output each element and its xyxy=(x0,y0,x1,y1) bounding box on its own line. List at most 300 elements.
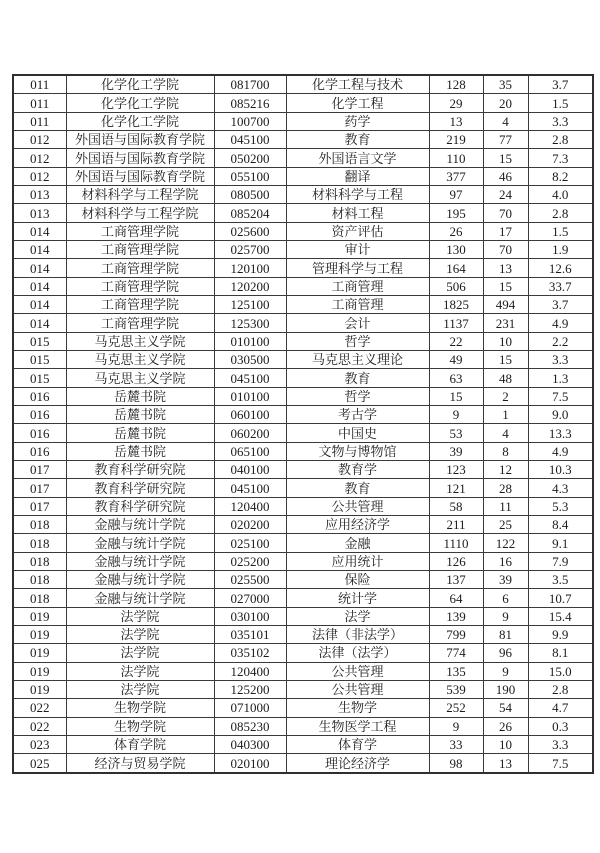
cell-college-name: 工商管理学院 xyxy=(66,222,214,240)
cell-college-name: 工商管理学院 xyxy=(66,314,214,332)
cell-count-primary: 126 xyxy=(429,552,483,570)
cell-major-name: 化学工程与技术 xyxy=(286,75,429,94)
cell-major-name: 法学 xyxy=(286,607,429,625)
table-row xyxy=(13,259,593,277)
cell-ratio: 7.5 xyxy=(528,387,593,405)
cell-college-name: 马克思主义学院 xyxy=(66,351,214,369)
cell-major-code: 080500 xyxy=(214,186,286,204)
cell-major-code: 100700 xyxy=(214,112,286,130)
cell-count-primary: 63 xyxy=(429,369,483,387)
cell-major-code: 025700 xyxy=(214,241,286,259)
cell-count-primary: 33 xyxy=(429,735,483,753)
cell-major-name: 材料科学与工程 xyxy=(286,186,429,204)
cell-college-name: 材料科学与工程学院 xyxy=(66,204,214,222)
cell-ratio: 10.7 xyxy=(528,589,593,607)
cell-count-primary: 195 xyxy=(429,204,483,222)
cell-major-name: 审计 xyxy=(286,241,429,259)
cell-college-code: 014 xyxy=(13,314,66,332)
cell-major-code: 025500 xyxy=(214,571,286,589)
cell-college-code: 011 xyxy=(13,94,66,112)
cell-major-name: 公共管理 xyxy=(286,680,429,698)
cell-major-code: 025100 xyxy=(214,534,286,552)
cell-college-name: 工商管理学院 xyxy=(66,296,214,314)
cell-major-code: 035102 xyxy=(214,644,286,662)
cell-count-secondary: 231 xyxy=(483,314,528,332)
cell-major-name: 工商管理 xyxy=(286,296,429,314)
cell-ratio: 15.4 xyxy=(528,607,593,625)
cell-major-name: 工商管理 xyxy=(286,277,429,295)
cell-ratio: 3.5 xyxy=(528,571,593,589)
cell-college-code: 019 xyxy=(13,607,66,625)
cell-major-code: 120200 xyxy=(214,277,286,295)
cell-college-name: 教育科学研究院 xyxy=(66,479,214,497)
cell-major-code: 055100 xyxy=(214,167,286,185)
cell-major-code: 085230 xyxy=(214,717,286,735)
cell-count-secondary: 190 xyxy=(483,680,528,698)
cell-ratio: 33.7 xyxy=(528,277,593,295)
cell-major-name: 哲学 xyxy=(286,332,429,350)
table-row xyxy=(13,112,593,130)
cell-major-name: 生物医学工程 xyxy=(286,717,429,735)
cell-ratio: 2.8 xyxy=(528,680,593,698)
cell-college-code: 011 xyxy=(13,112,66,130)
cell-college-name: 法学院 xyxy=(66,626,214,644)
cell-college-code: 017 xyxy=(13,497,66,515)
cell-major-code: 081700 xyxy=(214,75,286,94)
cell-college-code: 018 xyxy=(13,534,66,552)
cell-count-secondary: 35 xyxy=(483,75,528,94)
cell-count-primary: 799 xyxy=(429,626,483,644)
cell-college-code: 019 xyxy=(13,626,66,644)
cell-count-primary: 219 xyxy=(429,131,483,149)
cell-major-code: 050200 xyxy=(214,149,286,167)
cell-count-primary: 539 xyxy=(429,680,483,698)
cell-major-name: 中国史 xyxy=(286,424,429,442)
cell-count-primary: 135 xyxy=(429,662,483,680)
cell-college-code: 011 xyxy=(13,75,66,94)
cell-major-name: 保险 xyxy=(286,571,429,589)
cell-major-code: 120400 xyxy=(214,497,286,515)
cell-college-code: 016 xyxy=(13,424,66,442)
cell-major-name: 体育学 xyxy=(286,735,429,753)
table-row xyxy=(13,699,593,717)
cell-major-name: 教育 xyxy=(286,479,429,497)
table-row xyxy=(13,186,593,204)
table-row xyxy=(13,479,593,497)
cell-count-primary: 137 xyxy=(429,571,483,589)
cell-major-name: 金融 xyxy=(286,534,429,552)
cell-major-code: 125200 xyxy=(214,680,286,698)
cell-ratio: 3.3 xyxy=(528,112,593,130)
cell-ratio: 1.5 xyxy=(528,94,593,112)
table-row xyxy=(13,241,593,259)
cell-major-name: 翻译 xyxy=(286,167,429,185)
cell-college-name: 生物学院 xyxy=(66,717,214,735)
table-row xyxy=(13,149,593,167)
cell-major-name: 文物与博物馆 xyxy=(286,442,429,460)
cell-major-code: 025600 xyxy=(214,222,286,240)
cell-college-name: 体育学院 xyxy=(66,735,214,753)
cell-major-name: 法律（法学） xyxy=(286,644,429,662)
cell-major-name: 统计学 xyxy=(286,589,429,607)
cell-count-primary: 139 xyxy=(429,607,483,625)
cell-ratio: 13.3 xyxy=(528,424,593,442)
table-row xyxy=(13,369,593,387)
table-row xyxy=(13,387,593,405)
cell-count-primary: 29 xyxy=(429,94,483,112)
cell-count-secondary: 4 xyxy=(483,424,528,442)
cell-college-code: 016 xyxy=(13,387,66,405)
cell-major-name: 法律（非法学） xyxy=(286,626,429,644)
cell-major-name: 应用统计 xyxy=(286,552,429,570)
cell-ratio: 8.4 xyxy=(528,516,593,534)
cell-college-code: 015 xyxy=(13,369,66,387)
cell-count-secondary: 20 xyxy=(483,94,528,112)
cell-major-code: 020100 xyxy=(214,754,286,773)
cell-major-name: 药学 xyxy=(286,112,429,130)
cell-count-primary: 110 xyxy=(429,149,483,167)
cell-college-code: 012 xyxy=(13,167,66,185)
table-row xyxy=(13,424,593,442)
cell-college-code: 018 xyxy=(13,516,66,534)
cell-count-primary: 128 xyxy=(429,75,483,94)
table-row xyxy=(13,314,593,332)
cell-college-code: 019 xyxy=(13,662,66,680)
cell-ratio: 3.3 xyxy=(528,735,593,753)
cell-major-code: 125100 xyxy=(214,296,286,314)
cell-college-name: 金融与统计学院 xyxy=(66,571,214,589)
cell-college-name: 工商管理学院 xyxy=(66,259,214,277)
cell-count-primary: 53 xyxy=(429,424,483,442)
cell-major-name: 公共管理 xyxy=(286,662,429,680)
cell-college-name: 教育科学研究院 xyxy=(66,497,214,515)
cell-college-code: 022 xyxy=(13,717,66,735)
cell-college-name: 金融与统计学院 xyxy=(66,589,214,607)
table-row xyxy=(13,277,593,295)
cell-major-name: 考古学 xyxy=(286,406,429,424)
table-row xyxy=(13,497,593,515)
cell-college-code: 018 xyxy=(13,589,66,607)
cell-count-primary: 164 xyxy=(429,259,483,277)
cell-count-primary: 97 xyxy=(429,186,483,204)
cell-count-secondary: 15 xyxy=(483,351,528,369)
cell-major-name: 马克思主义理论 xyxy=(286,351,429,369)
cell-college-name: 马克思主义学院 xyxy=(66,332,214,350)
cell-ratio: 2.8 xyxy=(528,131,593,149)
cell-count-secondary: 24 xyxy=(483,186,528,204)
admissions-table xyxy=(12,74,594,774)
cell-major-name: 教育 xyxy=(286,131,429,149)
table-row xyxy=(13,167,593,185)
cell-college-code: 019 xyxy=(13,644,66,662)
cell-ratio: 3.7 xyxy=(528,296,593,314)
cell-ratio: 12.6 xyxy=(528,259,593,277)
cell-college-name: 金融与统计学院 xyxy=(66,534,214,552)
cell-major-name: 教育学 xyxy=(286,461,429,479)
cell-major-code: 120400 xyxy=(214,662,286,680)
cell-count-secondary: 48 xyxy=(483,369,528,387)
cell-college-code: 016 xyxy=(13,442,66,460)
table-row xyxy=(13,534,593,552)
table-body xyxy=(13,75,593,773)
cell-college-code: 014 xyxy=(13,241,66,259)
cell-count-secondary: 16 xyxy=(483,552,528,570)
cell-count-secondary: 81 xyxy=(483,626,528,644)
cell-ratio: 1.5 xyxy=(528,222,593,240)
cell-count-secondary: 13 xyxy=(483,754,528,773)
cell-college-name: 岳麓书院 xyxy=(66,406,214,424)
cell-college-code: 019 xyxy=(13,680,66,698)
cell-count-secondary: 15 xyxy=(483,277,528,295)
cell-major-code: 010100 xyxy=(214,387,286,405)
cell-major-code: 027000 xyxy=(214,589,286,607)
cell-ratio: 7.5 xyxy=(528,754,593,773)
cell-college-code: 025 xyxy=(13,754,66,773)
cell-major-name: 管理科学与工程 xyxy=(286,259,429,277)
table-row xyxy=(13,626,593,644)
cell-ratio: 4.9 xyxy=(528,442,593,460)
cell-major-name: 理论经济学 xyxy=(286,754,429,773)
cell-ratio: 3.3 xyxy=(528,351,593,369)
cell-count-primary: 506 xyxy=(429,277,483,295)
cell-major-name: 教育 xyxy=(286,369,429,387)
cell-count-secondary: 6 xyxy=(483,589,528,607)
cell-major-code: 040100 xyxy=(214,461,286,479)
cell-count-primary: 13 xyxy=(429,112,483,130)
table-row xyxy=(13,735,593,753)
table-row xyxy=(13,131,593,149)
cell-ratio: 0.3 xyxy=(528,717,593,735)
cell-major-code: 030500 xyxy=(214,351,286,369)
cell-count-primary: 49 xyxy=(429,351,483,369)
cell-major-code: 040300 xyxy=(214,735,286,753)
table-row xyxy=(13,516,593,534)
cell-count-primary: 9 xyxy=(429,406,483,424)
cell-college-name: 马克思主义学院 xyxy=(66,369,214,387)
cell-count-primary: 22 xyxy=(429,332,483,350)
cell-ratio: 2.8 xyxy=(528,204,593,222)
cell-count-primary: 130 xyxy=(429,241,483,259)
cell-college-code: 015 xyxy=(13,351,66,369)
cell-ratio: 4.3 xyxy=(528,479,593,497)
cell-college-name: 工商管理学院 xyxy=(66,277,214,295)
cell-count-primary: 123 xyxy=(429,461,483,479)
cell-count-primary: 98 xyxy=(429,754,483,773)
cell-ratio: 2.2 xyxy=(528,332,593,350)
cell-college-code: 022 xyxy=(13,699,66,717)
cell-count-primary: 58 xyxy=(429,497,483,515)
table-row xyxy=(13,204,593,222)
cell-college-code: 018 xyxy=(13,552,66,570)
cell-college-code: 015 xyxy=(13,332,66,350)
table-row xyxy=(13,296,593,314)
cell-college-name: 生物学院 xyxy=(66,699,214,717)
cell-major-code: 025200 xyxy=(214,552,286,570)
table-row xyxy=(13,75,593,94)
cell-ratio: 5.3 xyxy=(528,497,593,515)
table-row xyxy=(13,571,593,589)
cell-major-code: 045100 xyxy=(214,479,286,497)
cell-ratio: 4.9 xyxy=(528,314,593,332)
cell-ratio: 8.2 xyxy=(528,167,593,185)
cell-count-secondary: 54 xyxy=(483,699,528,717)
cell-count-secondary: 15 xyxy=(483,149,528,167)
cell-college-code: 014 xyxy=(13,296,66,314)
table-row xyxy=(13,94,593,112)
cell-count-secondary: 4 xyxy=(483,112,528,130)
table-row xyxy=(13,222,593,240)
cell-major-code: 060200 xyxy=(214,424,286,442)
cell-count-primary: 774 xyxy=(429,644,483,662)
cell-college-name: 外国语与国际教育学院 xyxy=(66,167,214,185)
cell-major-code: 060100 xyxy=(214,406,286,424)
cell-ratio: 9.9 xyxy=(528,626,593,644)
table-row xyxy=(13,717,593,735)
cell-major-name: 外国语言文学 xyxy=(286,149,429,167)
cell-count-primary: 121 xyxy=(429,479,483,497)
cell-college-name: 金融与统计学院 xyxy=(66,516,214,534)
cell-major-name: 化学工程 xyxy=(286,94,429,112)
cell-count-secondary: 28 xyxy=(483,479,528,497)
cell-count-secondary: 70 xyxy=(483,241,528,259)
cell-count-secondary: 17 xyxy=(483,222,528,240)
cell-major-code: 045100 xyxy=(214,131,286,149)
cell-major-code: 010100 xyxy=(214,332,286,350)
cell-college-name: 外国语与国际教育学院 xyxy=(66,149,214,167)
cell-count-primary: 39 xyxy=(429,442,483,460)
cell-college-name: 化学化工学院 xyxy=(66,75,214,94)
cell-ratio: 1.9 xyxy=(528,241,593,259)
cell-major-name: 公共管理 xyxy=(286,497,429,515)
cell-count-primary: 1137 xyxy=(429,314,483,332)
cell-college-name: 外国语与国际教育学院 xyxy=(66,131,214,149)
cell-count-secondary: 494 xyxy=(483,296,528,314)
cell-ratio: 9.0 xyxy=(528,406,593,424)
cell-college-name: 法学院 xyxy=(66,644,214,662)
cell-college-code: 016 xyxy=(13,406,66,424)
cell-college-code: 014 xyxy=(13,259,66,277)
cell-ratio: 7.3 xyxy=(528,149,593,167)
cell-college-code: 012 xyxy=(13,131,66,149)
cell-major-code: 020200 xyxy=(214,516,286,534)
cell-count-secondary: 10 xyxy=(483,332,528,350)
table-row xyxy=(13,680,593,698)
cell-count-secondary: 26 xyxy=(483,717,528,735)
cell-ratio: 4.0 xyxy=(528,186,593,204)
cell-college-code: 012 xyxy=(13,149,66,167)
cell-college-code: 017 xyxy=(13,479,66,497)
table-row xyxy=(13,461,593,479)
cell-count-secondary: 1 xyxy=(483,406,528,424)
cell-count-primary: 211 xyxy=(429,516,483,534)
cell-count-primary: 15 xyxy=(429,387,483,405)
cell-college-code: 014 xyxy=(13,277,66,295)
table-row xyxy=(13,332,593,350)
cell-count-secondary: 2 xyxy=(483,387,528,405)
cell-count-primary: 1825 xyxy=(429,296,483,314)
cell-college-name: 岳麓书院 xyxy=(66,387,214,405)
cell-count-primary: 252 xyxy=(429,699,483,717)
cell-college-code: 013 xyxy=(13,186,66,204)
cell-count-secondary: 46 xyxy=(483,167,528,185)
cell-count-secondary: 70 xyxy=(483,204,528,222)
cell-college-name: 化学化工学院 xyxy=(66,94,214,112)
cell-major-code: 045100 xyxy=(214,369,286,387)
cell-major-name: 生物学 xyxy=(286,699,429,717)
table-row xyxy=(13,644,593,662)
cell-count-primary: 64 xyxy=(429,589,483,607)
cell-count-secondary: 9 xyxy=(483,662,528,680)
table-row xyxy=(13,442,593,460)
cell-college-name: 法学院 xyxy=(66,662,214,680)
cell-college-name: 岳麓书院 xyxy=(66,424,214,442)
cell-major-code: 085204 xyxy=(214,204,286,222)
cell-major-name: 材料工程 xyxy=(286,204,429,222)
table-row xyxy=(13,406,593,424)
cell-major-code: 085216 xyxy=(214,94,286,112)
cell-count-secondary: 10 xyxy=(483,735,528,753)
cell-college-name: 工商管理学院 xyxy=(66,241,214,259)
cell-major-code: 035101 xyxy=(214,626,286,644)
cell-ratio: 1.3 xyxy=(528,369,593,387)
table-row xyxy=(13,351,593,369)
cell-college-name: 教育科学研究院 xyxy=(66,461,214,479)
cell-major-code: 030100 xyxy=(214,607,286,625)
cell-count-secondary: 96 xyxy=(483,644,528,662)
cell-college-name: 法学院 xyxy=(66,607,214,625)
cell-count-secondary: 9 xyxy=(483,607,528,625)
cell-college-code: 017 xyxy=(13,461,66,479)
cell-major-name: 应用经济学 xyxy=(286,516,429,534)
cell-ratio: 7.9 xyxy=(528,552,593,570)
table-row xyxy=(13,607,593,625)
cell-major-name: 哲学 xyxy=(286,387,429,405)
cell-ratio: 8.1 xyxy=(528,644,593,662)
cell-count-secondary: 11 xyxy=(483,497,528,515)
cell-major-code: 125300 xyxy=(214,314,286,332)
cell-count-secondary: 12 xyxy=(483,461,528,479)
cell-college-name: 金融与统计学院 xyxy=(66,552,214,570)
cell-major-code: 120100 xyxy=(214,259,286,277)
table-row xyxy=(13,589,593,607)
cell-count-secondary: 77 xyxy=(483,131,528,149)
cell-count-secondary: 13 xyxy=(483,259,528,277)
cell-college-name: 经济与贸易学院 xyxy=(66,754,214,773)
table-row xyxy=(13,754,593,773)
cell-count-secondary: 122 xyxy=(483,534,528,552)
cell-major-name: 资产评估 xyxy=(286,222,429,240)
cell-college-name: 法学院 xyxy=(66,680,214,698)
table-row xyxy=(13,552,593,570)
cell-college-name: 材料科学与工程学院 xyxy=(66,186,214,204)
cell-count-primary: 377 xyxy=(429,167,483,185)
cell-college-code: 014 xyxy=(13,222,66,240)
cell-count-secondary: 8 xyxy=(483,442,528,460)
cell-major-name: 会计 xyxy=(286,314,429,332)
cell-ratio: 4.7 xyxy=(528,699,593,717)
cell-major-code: 071000 xyxy=(214,699,286,717)
cell-college-code: 013 xyxy=(13,204,66,222)
cell-college-name: 化学化工学院 xyxy=(66,112,214,130)
cell-ratio: 15.0 xyxy=(528,662,593,680)
cell-major-code: 065100 xyxy=(214,442,286,460)
cell-count-primary: 1110 xyxy=(429,534,483,552)
cell-college-code: 018 xyxy=(13,571,66,589)
cell-ratio: 9.1 xyxy=(528,534,593,552)
cell-college-code: 023 xyxy=(13,735,66,753)
cell-ratio: 10.3 xyxy=(528,461,593,479)
cell-count-secondary: 39 xyxy=(483,571,528,589)
